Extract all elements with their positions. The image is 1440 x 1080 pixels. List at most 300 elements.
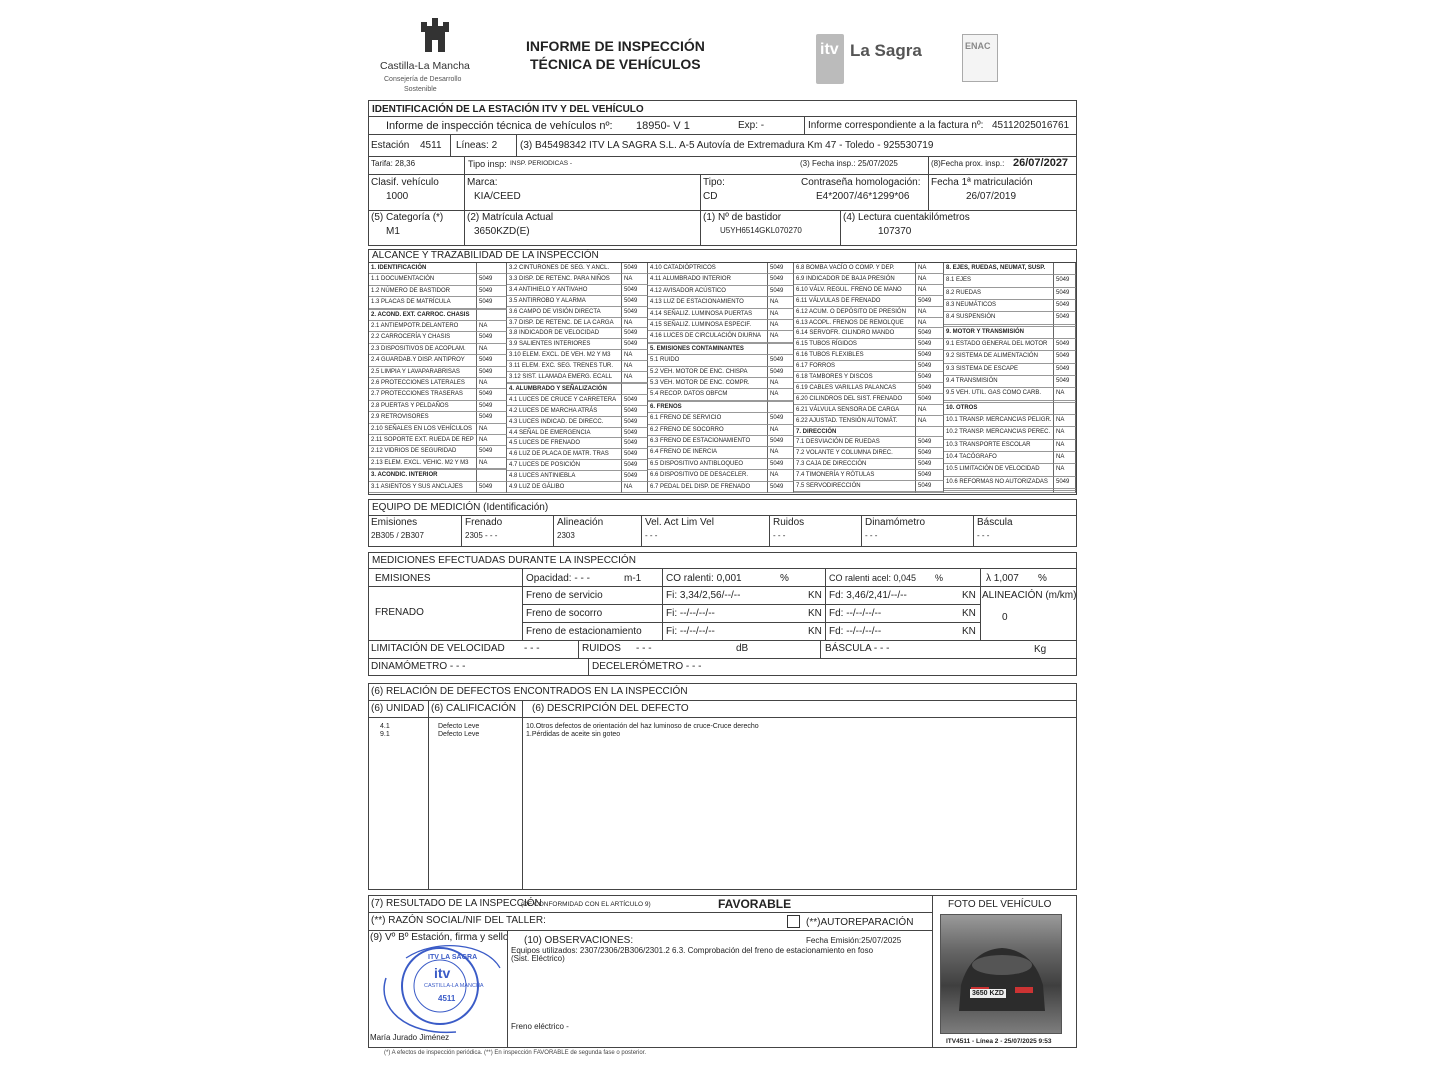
scope-item-code <box>477 310 507 321</box>
scope-item-label: 2.6 PROTECCIONES LATERALES <box>369 378 477 389</box>
scope-item-code: NA <box>477 378 507 389</box>
scope-column <box>507 263 648 493</box>
scope-item-label: 10.5 LIMITACIÓN DE VELOCIDAD <box>944 464 1054 476</box>
scope-item-code: 5049 <box>477 412 507 423</box>
ruidos-label: RUIDOS <box>582 643 621 654</box>
scope-item-label: 2.5 LIMPIA Y LAVAPARABRISAS <box>369 367 477 378</box>
emisiones-label: EMISIONES <box>375 573 431 584</box>
scope-item-label: 2.7 PROTECCIONES TRASERAS <box>369 389 477 400</box>
scope-item-code: 5049 <box>1054 300 1076 312</box>
scope-item-label: 4.8 LUCES ANTINIEBLA <box>507 471 622 482</box>
scope-item-code: 5049 <box>622 395 648 406</box>
equip-label: Vel. Act Lim Vel <box>645 517 714 528</box>
scope-item-label: 6.17 FORROS <box>794 361 916 372</box>
scope-item-label: 2.12 VIDRIOS DE SEGURIDAD <box>369 446 477 457</box>
brand-name: La Sagra <box>850 41 922 60</box>
scope-item-code <box>477 470 507 481</box>
scope-item-code: NA <box>1054 415 1076 427</box>
category-value: M1 <box>386 226 400 237</box>
scope-item-label: 8.2 RUEDAS <box>944 288 1054 300</box>
scope-item-label: 3.6 CAMPO DE VISIÓN DIRECTA <box>507 307 622 318</box>
opacidad-unit: m-1 <box>624 573 642 584</box>
obs-line-1: Equipos utilizados: 2307/2306/2B306/2301.2 6.3. Comprobación del freno de estacionamiento en foso <box>511 946 874 955</box>
scope-item-code <box>768 402 794 413</box>
kn-1: KN <box>808 590 822 601</box>
scope-item-code: NA <box>768 331 794 342</box>
scope-title: ALCANCE Y TRAZABILIDAD DE LA INSPECCIÓN <box>372 250 599 261</box>
kn-5: KN <box>962 608 976 619</box>
scope-item-label: 9.5 VEH. UTIL. GAS COMO CARB. <box>944 388 1054 400</box>
scope-item-code: 5049 <box>916 350 944 361</box>
ministry-line-2: Sostenible <box>404 86 437 93</box>
exp: Exp: - <box>738 120 765 131</box>
category-label: (5) Categoría (*) <box>371 212 444 223</box>
obs-line-2: (Sist. Eléctrico) <box>511 954 565 963</box>
scope-item-label: 3.7 DISP. DE RETENC. DE LA CARGA <box>507 318 622 329</box>
scope-item-code <box>1054 327 1076 339</box>
scope-item-label: 6.18 TAMBORES Y DISCOS <box>794 372 916 383</box>
scope-item-label: 6.15 TUBOS RÍGIDOS <box>794 339 916 350</box>
invoice-number: 45112025016761 <box>992 120 1070 131</box>
brand-value: KIA/CEED <box>474 191 521 202</box>
scope-section-heading: 6. FRENOS <box>648 402 768 413</box>
scope-item-code: NA <box>1054 388 1076 400</box>
scope-item-label: 4.10 CATADIÓPTRICOS <box>648 263 768 274</box>
invoice-label: Informe correspondiente a la factura nº: <box>808 120 984 131</box>
homolog-value: E4*2007/46*1299*06 <box>816 191 910 202</box>
scope-item-label: 4.3 LUCES INDICAD. DE DIRECC. <box>507 417 622 428</box>
scope-item-code: NA <box>768 425 794 436</box>
scope-item-code: 5049 <box>622 328 648 339</box>
autorep-checkbox[interactable] <box>787 915 800 928</box>
scope-item-code: NA <box>768 378 794 389</box>
scope-item-code: NA <box>768 389 794 400</box>
scope-section-heading: 10. OTROS <box>944 403 1054 415</box>
scope-item-code: 5049 <box>768 286 794 297</box>
scope-item-code: NA <box>768 447 794 458</box>
scope-item-code <box>1054 403 1076 415</box>
scope-item-label: 7.5 SERVODIRECCIÓN <box>794 481 916 492</box>
scope-item-code: NA <box>477 321 507 332</box>
scope-item-label: 6.6 DISPOSITIVO DE DESACELER. <box>648 470 768 481</box>
stamp-mid: CASTILLA-LA MANCHA <box>424 983 484 989</box>
defects-section <box>368 683 1077 890</box>
scope-item-code: 5049 <box>622 438 648 449</box>
co-ralenti: CO ralenti: 0,001 <box>666 573 742 584</box>
scope-item-code: 5049 <box>622 428 648 439</box>
scope-item-label: 9.3 SISTEMA DE ESCAPE <box>944 364 1054 376</box>
scope-item-code: 5049 <box>768 482 794 493</box>
scope-item-label: 10.4 TACÓGRAFO <box>944 452 1054 464</box>
scope-item-code: 5049 <box>1054 477 1076 489</box>
report-number: 18950- V 1 <box>636 120 690 132</box>
scope-item-label: 2.4 GUARDAB.Y DISP. ANTIPROY <box>369 355 477 366</box>
first-reg-label: Fecha 1ª matriculación <box>931 177 1033 188</box>
scope-item-code: NA <box>477 344 507 355</box>
scope-item-code: NA <box>768 297 794 308</box>
fi-estac: Fi: --/--/--/-- <box>666 626 715 637</box>
scope-item-label: 10.6 REFORMAS NO AUTORIZADAS <box>944 477 1054 489</box>
scope-item-code: 5049 <box>622 449 648 460</box>
scope-item-code: 5049 <box>768 367 794 378</box>
scope-item-label: 2.2 CARROCERÍA Y CHASIS <box>369 332 477 343</box>
station-label: Estación <box>371 140 410 151</box>
scope-item-label: 3.11 ELEM. EXC. SEG. TRENES TUR. <box>507 361 622 372</box>
scope-item-label: 5.1 RUIDO <box>648 355 768 366</box>
result-label: (7) RESULTADO DE LA INSPECCIÓN <box>371 898 542 909</box>
kn-6: KN <box>962 626 976 637</box>
homolog-label: Contraseña homologación: <box>801 177 921 188</box>
scope-item-label <box>944 491 1054 493</box>
scope-item-code: 5049 <box>916 459 944 470</box>
scope-item-code: 5049 <box>916 481 944 492</box>
scope-item-code: 5049 <box>622 285 648 296</box>
scope-column <box>369 263 507 493</box>
scope-item-label: 2.11 SOPORTE EXT. RUEDA DE REP <box>369 435 477 446</box>
scope-item-code: NA <box>477 424 507 435</box>
scope-column <box>648 263 794 493</box>
scope-item-code: 5049 <box>916 470 944 481</box>
scope-item-label: 6.8 BOMBA VACÍO O COMP. Y DEP. <box>794 263 916 274</box>
car-icon <box>941 915 1063 1035</box>
equip-cell <box>642 515 770 547</box>
scope-item-label: 6.16 TUBOS FLEXIBLES <box>794 350 916 361</box>
scope-item-label: 6.2 FRENO DE SOCORRO <box>648 425 768 436</box>
region-logo <box>400 18 470 58</box>
obs-label: (10) OBSERVACIONES: <box>524 935 634 946</box>
defects-desc-header: (6) DESCRIPCIÓN DEL DEFECTO <box>532 703 689 714</box>
scope-item-code: 5049 <box>768 355 794 366</box>
stamp-number: 4511 <box>438 994 456 1003</box>
equip-cell <box>770 515 862 547</box>
defects-unit-header: (6) UNIDAD <box>371 703 425 714</box>
scope-item-label: 3.9 SALIENTES INTERIORES <box>507 339 622 350</box>
fi-socorro: Fi: --/--/--/-- <box>666 608 715 619</box>
scope-item-label: 4.11 ALUMBRADO INTERIOR <box>648 274 768 285</box>
scope-item-label: 4.5 LUCES DE FRENADO <box>507 438 622 449</box>
scope-item-code: 5049 <box>477 389 507 400</box>
scope-item-label: 1.2 NÚMERO DE BASTIDOR <box>369 286 477 297</box>
equip-value: 2305 - - - <box>465 531 498 540</box>
emission-date: Fecha Emisión:25/07/2025 <box>806 936 902 945</box>
scope-item-code: NA <box>916 274 944 285</box>
first-reg-value: 26/07/2019 <box>966 191 1017 202</box>
scope-item-label: 9.2 SISTEMA DE ALIMENTACIÓN <box>944 351 1054 363</box>
scope-item-label: 6.4 FRENO DE INERCIA <box>648 447 768 458</box>
equip-label: Dinamómetro <box>865 517 926 528</box>
scope-item-code: 5049 <box>622 417 648 428</box>
scope-section-heading: 5. EMISIONES CONTAMINANTES <box>648 344 768 355</box>
equip-label: Báscula <box>977 517 1013 528</box>
scope-item-label: 7.1 DESVIACIÓN DE RUEDAS <box>794 437 916 448</box>
autorep-label: (**)AUTOREPARACIÓN <box>806 917 914 928</box>
fd-estac: Fd: --/--/--/-- <box>829 626 882 637</box>
scope-item-code: 5049 <box>916 437 944 448</box>
class-label: Clasif. vehículo <box>371 177 439 188</box>
scope-item-label: 1.1 DOCUMENTACIÓN <box>369 274 477 285</box>
scope-item-label: 4.4 SEÑAL DE EMERGENCIA <box>507 428 622 439</box>
scope-item-code: 5049 <box>768 263 794 274</box>
scope-item-label: 5.2 VEH. MOTOR DE ENC. CHISPA <box>648 367 768 378</box>
scope-item-label: 3.1 ASIENTOS Y SUS ANCLAJES <box>369 482 477 493</box>
scope-item-code: NA <box>916 285 944 296</box>
scope-item-code: 5049 <box>916 448 944 459</box>
equip-cell <box>368 515 462 547</box>
scope-item-label: 6.19 CABLES VARILLAS PALANCAS <box>794 383 916 394</box>
scope-item-label: 6.5 DISPOSITIVO ANTIBLOQUEO <box>648 459 768 470</box>
scope-item-code: 5049 <box>477 286 507 297</box>
scope-item-code: 5049 <box>622 471 648 482</box>
scope-item-label: 5.3 VEH. MOTOR DE ENC. COMPR. <box>648 378 768 389</box>
decelerometro: DECELERÓMETRO - - - <box>592 661 702 672</box>
scope-item-code: 5049 <box>622 406 648 417</box>
scope-item-label: 10.1 TRANSP. MERCANCIAS PELIGR. <box>944 415 1054 427</box>
scope-item-code <box>916 492 944 493</box>
scope-item-label: 4.7 LUCES DE POSICIÓN <box>507 460 622 471</box>
scope-item-code: 5049 <box>1054 339 1076 351</box>
scope-item-label: 7.3 CAJA DE DIRECCIÓN <box>794 459 916 470</box>
scope-item-label: 8.3 NEUMÁTICOS <box>944 300 1054 312</box>
dinamometro: DINAMÓMETRO - - - <box>371 661 466 672</box>
scope-item-label: 2.8 PUERTAS Y PELDAÑOS <box>369 401 477 412</box>
scope-item-label: 2.1 ANTIEMPOTR.DELANTERO <box>369 321 477 332</box>
ministry-line-1: Consejería de Desarrollo <box>384 76 462 83</box>
equip-row <box>368 515 1077 547</box>
scope-item-label: 6.7 PEDAL DEL DISP. DE FRENADO <box>648 482 768 493</box>
workshop-label: (**) RAZÓN SOCIAL/NIF DEL TALLER: <box>371 915 546 926</box>
defects-title: (6) RELACIÓN DE DEFECTOS ENCONTRADOS EN LA INSPECCIÓN <box>371 686 688 697</box>
scope-item-code: NA <box>916 416 944 427</box>
scope-item-label: 7.4 TIMONERÍA Y RÓTULAS <box>794 470 916 481</box>
scope-item-code: NA <box>622 350 648 361</box>
scope-item-label: 3.12 SIST. LLAMADA EMERG. ECALL <box>507 372 622 383</box>
signer-name: María Jurado Jiménez <box>370 1033 450 1042</box>
scope-item-label: 2.10 SEÑALES EN LOS VEHÍCULOS <box>369 424 477 435</box>
itv-mark: itv <box>820 41 839 58</box>
scope-item-label <box>794 492 916 493</box>
fd-servicio: Fd: 3,46/2,41/--/-- <box>829 590 907 601</box>
scope-column <box>944 263 1076 493</box>
scope-item-code: NA <box>622 274 648 285</box>
co-acel-unit: % <box>935 573 944 583</box>
co-acel: CO ralenti acel: 0,045 <box>829 573 917 583</box>
freno-servicio: Freno de servicio <box>526 590 603 601</box>
scope-item-label: 6.10 VÁLV. REGUL. FRENO DE MANO <box>794 285 916 296</box>
scope-item-code <box>477 263 507 274</box>
opacidad: Opacidad: - - - <box>526 573 590 584</box>
photo-label: FOTO DEL VEHÍCULO <box>948 899 1052 910</box>
scope-item-label: 6.11 VÁLVULAS DE FRENADO <box>794 296 916 307</box>
operator: (3) B45498342 ITV LA SAGRA S.L. A-5 Autovía de Extremadura Km 47 - Toledo - 925530719 <box>520 140 934 151</box>
scope-item-code: NA <box>477 458 507 469</box>
scope-item-code: NA <box>1054 452 1076 464</box>
scope-item-code: 5049 <box>622 296 648 307</box>
insp-date: (3) Fecha insp.: 25/07/2025 <box>800 159 898 168</box>
doc-title-1: INFORME DE INSPECCIÓN <box>526 38 705 54</box>
scope-item-code: NA <box>768 309 794 320</box>
scope-item-code: NA <box>477 435 507 446</box>
scope-item-label: 4.9 LUZ DE GÁLIBO <box>507 482 622 493</box>
lim-vel-label: LIMITACIÓN DE VELOCIDAD <box>371 643 505 654</box>
scope-item-code: 5049 <box>477 446 507 457</box>
defects-calif-header: (6) CALIFICACIÓN <box>431 703 517 714</box>
equip-value: - - - <box>865 531 878 540</box>
scope-item-code <box>622 384 648 395</box>
stamp-itv: itv <box>434 965 451 981</box>
photo-plate: 3650 KZD <box>972 990 1004 997</box>
scope-item-label: 4.12 AVISADOR ACÚSTICO <box>648 286 768 297</box>
scope-item-code: NA <box>622 482 648 493</box>
scope-item-code: NA <box>916 318 944 329</box>
plate-label: (2) Matrícula Actual <box>467 212 554 223</box>
type-label: Tipo insp: <box>468 159 507 169</box>
lambda-unit: % <box>1038 573 1047 584</box>
brand-label: Marca: <box>467 177 498 188</box>
db-unit: dB <box>736 643 749 654</box>
scope-item-code: 5049 <box>477 367 507 378</box>
tipo-label: Tipo: <box>703 177 725 188</box>
scope-section-heading: 3. ACONDIC. INTERIOR <box>369 470 477 481</box>
defect-unit: 4.1 <box>380 723 390 730</box>
scope-item-code: 5049 <box>916 372 944 383</box>
report-label: Informe de inspección técnica de vehículos nº: <box>386 120 613 132</box>
scope-item-label: 6.12 ACUM. O DEPÓSITO DE PRESIÓN <box>794 307 916 318</box>
scope-item-label: 6.1 FRENO DE SERVICIO <box>648 413 768 424</box>
equip-value: - - - <box>977 531 990 540</box>
scope-item-code <box>768 344 794 355</box>
tipo-value: CD <box>703 191 718 202</box>
equip-value: 2B305 / 2B307 <box>371 531 424 540</box>
meas-title: MEDICIONES EFECTUADAS DURANTE LA INSPECCIÓN <box>372 555 636 566</box>
plate-value: 3650KZD(E) <box>474 226 530 237</box>
equip-cell <box>554 515 642 547</box>
freno-estac: Freno de estacionamiento <box>526 626 642 637</box>
scope-item-code: NA <box>1054 464 1076 476</box>
km-value: 107370 <box>878 226 912 237</box>
scope-section-heading: 7. DIRECCIÓN <box>794 427 916 438</box>
scope-item-label: 6.21 VÁLVULA SENSORA DE CARGA <box>794 405 916 416</box>
ruidos-value: - - - <box>636 643 652 654</box>
scope-section-heading: 9. MOTOR Y TRANSMISIÓN <box>944 327 1054 339</box>
scope-item-label: 2.9 RETROVISORES <box>369 412 477 423</box>
class-value: 1000 <box>386 191 409 202</box>
scope-item-label: 6.9 INDICADOR DE BAJA PRESIÓN <box>794 274 916 285</box>
lambda: λ 1,007 <box>986 573 1019 584</box>
scope-item-code: 5049 <box>477 332 507 343</box>
alineacion-value: 0 <box>1002 612 1008 623</box>
vehicle-photo <box>940 914 1062 1034</box>
scope-item-label: 3.5 ANTIRROBO Y ALARMA <box>507 296 622 307</box>
equip-title: EQUIPO DE MEDICIÓN (Identificación) <box>372 502 549 513</box>
enac-mark: ENAC <box>965 41 991 51</box>
next-date: 26/07/2027 <box>1013 157 1069 169</box>
defect-calif: Defecto Leve <box>438 723 480 730</box>
kn-3: KN <box>808 626 822 637</box>
equip-cell <box>974 515 1077 547</box>
vin-label: (1) Nº de bastidor <box>703 212 782 223</box>
scope-item-code: 5049 <box>1054 376 1076 388</box>
scope-item-label: 6.13 ACOPL. FRENOS DE REMOLQUE <box>794 318 916 329</box>
equip-value: - - - <box>645 531 658 540</box>
scope-item-label: 5.4 RECOP. DATOS OBFCM <box>648 389 768 400</box>
signature-label: (9) Vº Bº Estación, firma y sello <box>370 932 509 943</box>
equip-label: Ruidos <box>773 517 805 528</box>
scope-grid <box>369 263 1076 493</box>
scope-item-code: 5049 <box>916 339 944 350</box>
fi-servicio: Fi: 3,34/2,56/--/-- <box>666 590 741 601</box>
scope-item-code: 5049 <box>477 274 507 285</box>
doc-title-2: TÉCNICA DE VEHÍCULOS <box>530 56 701 72</box>
scope-item-code: NA <box>1054 440 1076 452</box>
scope-item-code: 5049 <box>768 459 794 470</box>
scope-item-label: 3.10 ELEM. EXCL. DE VEH. M2 Y M3 <box>507 350 622 361</box>
scope-item-code: 5049 <box>916 394 944 405</box>
scope-item-label: 9.1 ESTADO GENERAL DEL MOTOR <box>944 339 1054 351</box>
defect-desc: 10.Otros defectos de orientación del haz luminoso de cruce-Cruce derecho <box>526 723 759 730</box>
scope-item-code: 5049 <box>622 263 648 274</box>
lines: Líneas: 2 <box>456 140 498 151</box>
scope-item-code: NA <box>916 307 944 318</box>
scope-item-code: 5049 <box>768 274 794 285</box>
scope-section-heading: 8. EJES, RUEDAS, NEUMAT, SUSP. <box>944 263 1054 275</box>
scope-section-heading: 2. ACOND. EXT. CARROC. CHASIS <box>369 310 477 321</box>
scope-item-label: 4.6 LUZ DE PLACA DE MATR. TRAS <box>507 449 622 460</box>
equip-value: - - - <box>773 531 786 540</box>
result-value: FAVORABLE <box>718 897 792 911</box>
scope-item-label: 6.20 CILINDROS DEL SIST. FRENADO <box>794 394 916 405</box>
scope-item-code: NA <box>622 372 648 383</box>
bascula: BÁSCULA - - - <box>825 643 890 654</box>
scope-item-code: 5049 <box>916 296 944 307</box>
scope-item-label: 1.3 PLACAS DE MATRÍCULA <box>369 297 477 308</box>
freno-electrico: Freno eléctrico - <box>511 1022 569 1031</box>
kg-unit: Kg <box>1034 644 1047 655</box>
freno-socorro: Freno de socorro <box>526 608 603 619</box>
scope-item-code: 5049 <box>1054 351 1076 363</box>
equip-value: 2303 <box>557 531 575 540</box>
scope-item-code: 5049 <box>768 436 794 447</box>
scope-section-heading: 1. IDENTIFICACIÓN <box>369 263 477 274</box>
scope-item-code: NA <box>622 318 648 329</box>
fd-socorro: Fd: --/--/--/-- <box>829 608 882 619</box>
equip-cell <box>862 515 974 547</box>
scope-item-code <box>1054 491 1076 493</box>
kn-2: KN <box>808 608 822 619</box>
scope-item-label: 7.2 VOLANTE Y COLUMNA DIREC. <box>794 448 916 459</box>
castle-icon <box>400 18 470 60</box>
scope-item-label: 4.16 LUCES DE CIRCULACIÓN DIURNA <box>648 331 768 342</box>
scope-section-heading: 4. ALUMBRADO Y SEÑALIZACIÓN <box>507 384 622 395</box>
scope-item-label: 2.3 DISPOSITIVOS DE ACOPLAM. <box>369 344 477 355</box>
photo-caption: ITV4511 - Línea 2 - 25/07/2025 9:53 <box>946 1038 1052 1045</box>
scope-item-code: NA <box>768 320 794 331</box>
scope-item-code: 5049 <box>916 383 944 394</box>
scope-item-code: 5049 <box>916 361 944 372</box>
scope-item-code: 5049 <box>622 307 648 318</box>
scope-item-label: 8.1 EJES <box>944 275 1054 287</box>
scope-item-code <box>916 427 944 438</box>
scope-item-label: 6.14 SERVOFR. CILINDRO MANDO <box>794 328 916 339</box>
scope-item-code: 5049 <box>1054 364 1076 376</box>
scope-item-code: 5049 <box>622 460 648 471</box>
region-name: Castilla-La Mancha <box>380 60 470 72</box>
scope-item-label: 3.2 CINTURONES DE SEG. Y ANCL. <box>507 263 622 274</box>
scope-item-label: 3.4 ANTIHIELO Y ANTIVAHO <box>507 285 622 296</box>
scope-item-label: 3.3 DISP. DE RETENC. PARA NIÑOS <box>507 274 622 285</box>
equip-label: Frenado <box>465 517 503 528</box>
scope-item-code <box>1054 263 1076 275</box>
equip-cell <box>462 515 554 547</box>
